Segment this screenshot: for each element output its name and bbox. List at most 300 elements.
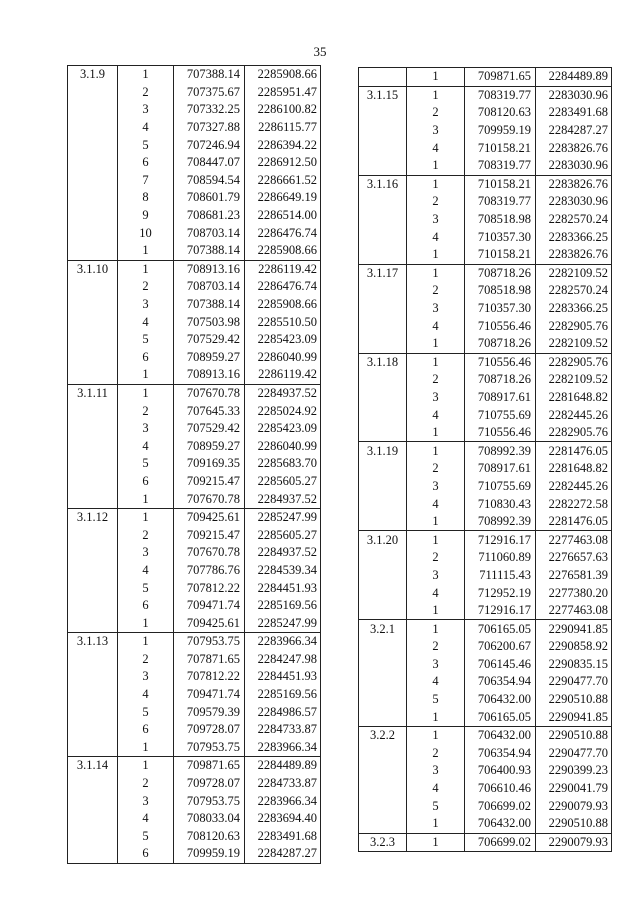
table-row <box>359 317 612 335</box>
x-coordinate-cell: 709959.19 <box>465 122 536 140</box>
y-coordinate-cell: 2285951.47 <box>245 84 321 102</box>
point-cell: 3 <box>118 296 174 314</box>
x-coordinate-cell: 706432.00 <box>465 691 536 709</box>
point-cell: 1 <box>407 620 465 638</box>
section-cell <box>359 673 407 691</box>
section-cell <box>359 638 407 656</box>
point-cell: 1 <box>407 833 465 852</box>
point-cell: 10 <box>118 224 174 242</box>
x-coordinate-cell: 708601.79 <box>174 189 245 207</box>
y-coordinate-cell: 2283966.34 <box>245 633 321 651</box>
section-cell <box>68 207 118 225</box>
section-cell <box>359 104 407 122</box>
table-row <box>359 513 612 531</box>
table-row <box>68 490 321 508</box>
point-cell: 3 <box>118 420 174 438</box>
point-cell: 4 <box>407 406 465 424</box>
table-row <box>359 797 612 815</box>
section-cell <box>359 389 407 407</box>
y-coordinate-cell: 2290399.23 <box>536 762 612 780</box>
x-coordinate-cell: 709871.65 <box>465 68 536 87</box>
table-row <box>68 597 321 615</box>
y-coordinate-cell: 2277380.20 <box>536 584 612 602</box>
point-cell: 1 <box>118 260 174 278</box>
y-coordinate-cell: 2284489.89 <box>536 68 612 87</box>
x-coordinate-cell: 706354.94 <box>465 673 536 691</box>
y-coordinate-cell: 2282570.24 <box>536 211 612 229</box>
table-row <box>68 792 321 810</box>
y-coordinate-cell: 2283030.96 <box>536 193 612 211</box>
y-coordinate-cell: 2285423.09 <box>245 331 321 349</box>
section-cell <box>68 792 118 810</box>
point-cell: 1 <box>407 157 465 175</box>
x-coordinate-cell: 708913.16 <box>174 366 245 384</box>
x-coordinate-cell: 708703.14 <box>174 224 245 242</box>
point-cell: 1 <box>118 739 174 757</box>
y-coordinate-cell: 2290477.70 <box>536 745 612 763</box>
x-coordinate-cell: 710556.46 <box>465 353 536 371</box>
point-cell: 4 <box>407 584 465 602</box>
point-cell: 3 <box>407 656 465 674</box>
y-coordinate-cell: 2286394.22 <box>245 136 321 154</box>
table-row <box>68 651 321 669</box>
x-coordinate-cell: 710556.46 <box>465 317 536 335</box>
point-cell: 2 <box>118 651 174 669</box>
table-row <box>68 739 321 757</box>
section-cell <box>68 313 118 331</box>
point-cell: 4 <box>118 437 174 455</box>
section-cell <box>68 402 118 420</box>
x-coordinate-cell: 707327.88 <box>174 119 245 137</box>
point-cell: 6 <box>118 349 174 367</box>
point-cell: 5 <box>118 331 174 349</box>
table-row <box>68 845 321 863</box>
x-coordinate-cell: 708917.61 <box>465 460 536 478</box>
section-cell <box>68 845 118 863</box>
x-coordinate-cell: 709215.47 <box>174 473 245 491</box>
point-cell: 3 <box>407 122 465 140</box>
section-cell <box>359 584 407 602</box>
x-coordinate-cell: 707332.25 <box>174 101 245 119</box>
table-row <box>68 349 321 367</box>
table-row <box>359 264 612 282</box>
y-coordinate-cell: 2285247.99 <box>245 508 321 526</box>
table-row <box>359 478 612 496</box>
y-coordinate-cell: 2290477.70 <box>536 673 612 691</box>
table-row <box>68 562 321 580</box>
point-cell: 1 <box>118 66 174 84</box>
table-row <box>68 579 321 597</box>
x-coordinate-cell: 706432.00 <box>465 726 536 744</box>
table-row <box>68 703 321 721</box>
y-coordinate-cell: 2283966.34 <box>245 739 321 757</box>
point-cell: 2 <box>407 371 465 389</box>
section-cell <box>68 651 118 669</box>
section-cell <box>359 122 407 140</box>
x-coordinate-cell: 706165.05 <box>465 708 536 726</box>
coordinate-table-right <box>358 67 612 852</box>
x-coordinate-cell: 708120.63 <box>174 828 245 846</box>
table-row <box>359 211 612 229</box>
y-coordinate-cell: 2284986.57 <box>245 703 321 721</box>
y-coordinate-cell: 2290941.85 <box>536 620 612 638</box>
y-coordinate-cell: 2282905.76 <box>536 317 612 335</box>
y-coordinate-cell: 2286040.99 <box>245 437 321 455</box>
point-cell: 1 <box>407 726 465 744</box>
point-cell: 2 <box>407 460 465 478</box>
section-cell <box>68 119 118 137</box>
section-cell <box>359 691 407 709</box>
section-cell <box>359 228 407 246</box>
x-coordinate-cell: 710755.69 <box>465 478 536 496</box>
x-coordinate-cell: 711060.89 <box>465 549 536 567</box>
x-coordinate-cell: 711115.43 <box>465 567 536 585</box>
x-coordinate-cell: 712952.19 <box>465 584 536 602</box>
y-coordinate-cell: 2286912.50 <box>245 154 321 172</box>
section-cell <box>68 437 118 455</box>
x-coordinate-cell: 707670.78 <box>174 490 245 508</box>
section-cell: 3.2.3 <box>359 833 407 852</box>
table-row <box>68 278 321 296</box>
point-cell: 5 <box>118 136 174 154</box>
x-coordinate-cell: 710158.21 <box>465 175 536 193</box>
y-coordinate-cell: 2285247.99 <box>245 614 321 632</box>
x-coordinate-cell: 706165.05 <box>465 620 536 638</box>
table-row <box>68 189 321 207</box>
section-cell: 3.1.14 <box>68 757 118 775</box>
section-cell <box>68 526 118 544</box>
section-cell <box>359 282 407 300</box>
table-row <box>68 224 321 242</box>
table-row <box>359 549 612 567</box>
y-coordinate-cell: 2285908.66 <box>245 66 321 84</box>
x-coordinate-cell: 708718.26 <box>465 264 536 282</box>
point-cell: 5 <box>118 579 174 597</box>
table-row <box>359 762 612 780</box>
point-cell: 1 <box>118 384 174 402</box>
point-cell: 5 <box>407 691 465 709</box>
y-coordinate-cell: 2284247.98 <box>245 651 321 669</box>
y-coordinate-cell: 2276657.63 <box>536 549 612 567</box>
point-cell: 3 <box>407 300 465 318</box>
point-cell: 1 <box>407 175 465 193</box>
table-row <box>359 157 612 175</box>
section-cell: 3.1.19 <box>359 442 407 460</box>
section-cell <box>359 495 407 513</box>
x-coordinate-cell: 707529.42 <box>174 420 245 438</box>
y-coordinate-cell: 2290510.88 <box>536 815 612 833</box>
point-cell: 1 <box>407 86 465 104</box>
y-coordinate-cell: 2284937.52 <box>245 384 321 402</box>
point-cell: 6 <box>118 845 174 863</box>
table-row <box>68 154 321 172</box>
section-cell <box>68 366 118 384</box>
y-coordinate-cell: 2290941.85 <box>536 708 612 726</box>
x-coordinate-cell: 710830.43 <box>465 495 536 513</box>
x-coordinate-cell: 707953.75 <box>174 633 245 651</box>
point-cell: 1 <box>407 424 465 442</box>
section-cell <box>359 371 407 389</box>
point-cell: 4 <box>407 780 465 798</box>
section-cell <box>68 810 118 828</box>
section-cell <box>359 549 407 567</box>
x-coordinate-cell: 708518.98 <box>465 211 536 229</box>
y-coordinate-cell: 2283826.76 <box>536 139 612 157</box>
point-cell: 1 <box>407 335 465 353</box>
section-cell: 3.1.11 <box>68 384 118 402</box>
point-cell: 2 <box>407 193 465 211</box>
point-cell: 1 <box>407 68 465 87</box>
y-coordinate-cell: 2285605.27 <box>245 473 321 491</box>
table-row <box>68 384 321 402</box>
x-coordinate-cell: 706699.02 <box>465 833 536 852</box>
y-coordinate-cell: 2282109.52 <box>536 371 612 389</box>
x-coordinate-cell: 710158.21 <box>465 246 536 264</box>
point-cell: 3 <box>407 478 465 496</box>
table-row <box>68 242 321 260</box>
y-coordinate-cell: 2276581.39 <box>536 567 612 585</box>
y-coordinate-cell: 2284539.34 <box>245 562 321 580</box>
section-cell <box>68 490 118 508</box>
y-coordinate-cell: 2290510.88 <box>536 726 612 744</box>
y-coordinate-cell: 2283491.68 <box>245 828 321 846</box>
table-row <box>68 296 321 314</box>
section-cell <box>68 101 118 119</box>
point-cell: 6 <box>118 473 174 491</box>
table-row <box>359 602 612 620</box>
y-coordinate-cell: 2283366.25 <box>536 228 612 246</box>
x-coordinate-cell: 706610.46 <box>465 780 536 798</box>
point-cell: 2 <box>407 104 465 122</box>
point-cell: 1 <box>407 531 465 549</box>
section-cell <box>68 331 118 349</box>
y-coordinate-cell: 2282272.58 <box>536 495 612 513</box>
x-coordinate-cell: 709871.65 <box>174 757 245 775</box>
x-coordinate-cell: 707503.98 <box>174 313 245 331</box>
point-cell: 5 <box>118 828 174 846</box>
section-cell: 3.2.2 <box>359 726 407 744</box>
point-cell: 3 <box>407 762 465 780</box>
point-cell: 1 <box>118 490 174 508</box>
section-cell <box>359 193 407 211</box>
point-cell: 2 <box>407 638 465 656</box>
point-cell: 1 <box>407 513 465 531</box>
section-cell <box>359 317 407 335</box>
section-cell <box>68 721 118 739</box>
table-row <box>68 119 321 137</box>
table-row <box>359 673 612 691</box>
x-coordinate-cell: 708718.26 <box>465 371 536 389</box>
point-cell: 1 <box>118 614 174 632</box>
section-cell <box>359 246 407 264</box>
y-coordinate-cell: 2282570.24 <box>536 282 612 300</box>
section-cell: 3.1.10 <box>68 260 118 278</box>
x-coordinate-cell: 706145.46 <box>465 656 536 674</box>
x-coordinate-cell: 708594.54 <box>174 172 245 190</box>
y-coordinate-cell: 2281648.82 <box>536 389 612 407</box>
table-row <box>359 371 612 389</box>
point-cell: 3 <box>407 389 465 407</box>
point-cell: 5 <box>118 703 174 721</box>
point-cell: 2 <box>118 84 174 102</box>
section-cell: 3.1.18 <box>359 353 407 371</box>
table-row <box>359 442 612 460</box>
x-coordinate-cell: 708992.39 <box>465 513 536 531</box>
section-cell <box>359 478 407 496</box>
table-row <box>68 366 321 384</box>
point-cell: 1 <box>407 353 465 371</box>
section-cell: 3.1.16 <box>359 175 407 193</box>
x-coordinate-cell: 708913.16 <box>174 260 245 278</box>
x-coordinate-cell: 707871.65 <box>174 651 245 669</box>
section-cell <box>68 668 118 686</box>
table-row <box>359 139 612 157</box>
y-coordinate-cell: 2283030.96 <box>536 157 612 175</box>
y-coordinate-cell: 2286476.74 <box>245 278 321 296</box>
x-coordinate-cell: 710357.30 <box>465 228 536 246</box>
table-row <box>68 207 321 225</box>
table-row <box>359 86 612 104</box>
table-row <box>68 260 321 278</box>
y-coordinate-cell: 2285908.66 <box>245 296 321 314</box>
section-cell <box>359 424 407 442</box>
x-coordinate-cell: 708447.07 <box>174 154 245 172</box>
section-cell <box>359 797 407 815</box>
table-row <box>359 246 612 264</box>
y-coordinate-cell: 2285169.56 <box>245 686 321 704</box>
section-cell <box>68 242 118 260</box>
point-cell: 6 <box>118 154 174 172</box>
table-row <box>68 544 321 562</box>
table-row <box>68 633 321 651</box>
section-cell: 3.1.15 <box>359 86 407 104</box>
x-coordinate-cell: 707670.78 <box>174 384 245 402</box>
section-cell: 3.2.1 <box>359 620 407 638</box>
section-cell <box>359 708 407 726</box>
x-coordinate-cell: 709425.61 <box>174 614 245 632</box>
table-row <box>68 313 321 331</box>
y-coordinate-cell: 2285024.92 <box>245 402 321 420</box>
section-cell <box>359 745 407 763</box>
section-cell: 3.1.13 <box>68 633 118 651</box>
point-cell: 4 <box>407 228 465 246</box>
section-cell <box>359 300 407 318</box>
table-row <box>68 828 321 846</box>
y-coordinate-cell: 2285423.09 <box>245 420 321 438</box>
x-coordinate-cell: 707812.22 <box>174 579 245 597</box>
section-cell <box>68 136 118 154</box>
section-cell: 3.1.9 <box>68 66 118 84</box>
table-row <box>359 175 612 193</box>
x-coordinate-cell: 708718.26 <box>465 335 536 353</box>
x-coordinate-cell: 708917.61 <box>465 389 536 407</box>
point-cell: 2 <box>407 745 465 763</box>
section-cell <box>68 172 118 190</box>
y-coordinate-cell: 2281648.82 <box>536 460 612 478</box>
table-row <box>359 406 612 424</box>
y-coordinate-cell: 2282905.76 <box>536 353 612 371</box>
y-coordinate-cell: 2286040.99 <box>245 349 321 367</box>
x-coordinate-cell: 707953.75 <box>174 792 245 810</box>
x-coordinate-cell: 710158.21 <box>465 139 536 157</box>
point-cell: 2 <box>118 402 174 420</box>
table-row <box>359 104 612 122</box>
x-coordinate-cell: 707670.78 <box>174 544 245 562</box>
table-row <box>359 584 612 602</box>
point-cell: 4 <box>118 313 174 331</box>
point-cell: 2 <box>118 278 174 296</box>
table-row <box>359 638 612 656</box>
section-cell <box>359 335 407 353</box>
y-coordinate-cell: 2284489.89 <box>245 757 321 775</box>
y-coordinate-cell: 2285510.50 <box>245 313 321 331</box>
coordinate-table-right-body <box>359 68 612 852</box>
table-row <box>359 780 612 798</box>
point-cell: 1 <box>407 602 465 620</box>
y-coordinate-cell: 2281476.05 <box>536 442 612 460</box>
table-row <box>359 193 612 211</box>
table-row <box>359 282 612 300</box>
section-cell <box>68 154 118 172</box>
table-row <box>359 68 612 87</box>
table-row <box>68 172 321 190</box>
table-row <box>359 531 612 549</box>
x-coordinate-cell: 708319.77 <box>465 193 536 211</box>
y-coordinate-cell: 2283030.96 <box>536 86 612 104</box>
x-coordinate-cell: 709728.07 <box>174 721 245 739</box>
section-cell <box>359 567 407 585</box>
table-row <box>359 745 612 763</box>
table-row <box>68 775 321 793</box>
section-cell <box>359 211 407 229</box>
table-row <box>359 833 612 852</box>
section-cell <box>359 157 407 175</box>
table-row <box>68 686 321 704</box>
y-coordinate-cell: 2282109.52 <box>536 335 612 353</box>
y-coordinate-cell: 2286119.42 <box>245 260 321 278</box>
y-coordinate-cell: 2284733.87 <box>245 775 321 793</box>
section-cell <box>68 562 118 580</box>
point-cell: 1 <box>118 633 174 651</box>
section-cell <box>68 579 118 597</box>
y-coordinate-cell: 2283826.76 <box>536 246 612 264</box>
y-coordinate-cell: 2284287.27 <box>245 845 321 863</box>
section-cell <box>359 513 407 531</box>
table-row <box>359 300 612 318</box>
y-coordinate-cell: 2286649.19 <box>245 189 321 207</box>
y-coordinate-cell: 2281476.05 <box>536 513 612 531</box>
table-row <box>68 331 321 349</box>
x-coordinate-cell: 708319.77 <box>465 157 536 175</box>
y-coordinate-cell: 2284451.93 <box>245 579 321 597</box>
point-cell: 1 <box>407 815 465 833</box>
table-row <box>68 136 321 154</box>
point-cell: 1 <box>407 708 465 726</box>
point-cell: 5 <box>118 455 174 473</box>
point-cell: 7 <box>118 172 174 190</box>
table-row <box>359 335 612 353</box>
x-coordinate-cell: 708319.77 <box>465 86 536 104</box>
section-cell <box>68 544 118 562</box>
table-row <box>68 668 321 686</box>
section-cell <box>68 349 118 367</box>
table-row <box>68 810 321 828</box>
x-coordinate-cell: 707812.22 <box>174 668 245 686</box>
coordinate-table-left-body <box>68 66 321 864</box>
section-cell <box>68 614 118 632</box>
section-cell <box>359 780 407 798</box>
y-coordinate-cell: 2282445.26 <box>536 478 612 496</box>
